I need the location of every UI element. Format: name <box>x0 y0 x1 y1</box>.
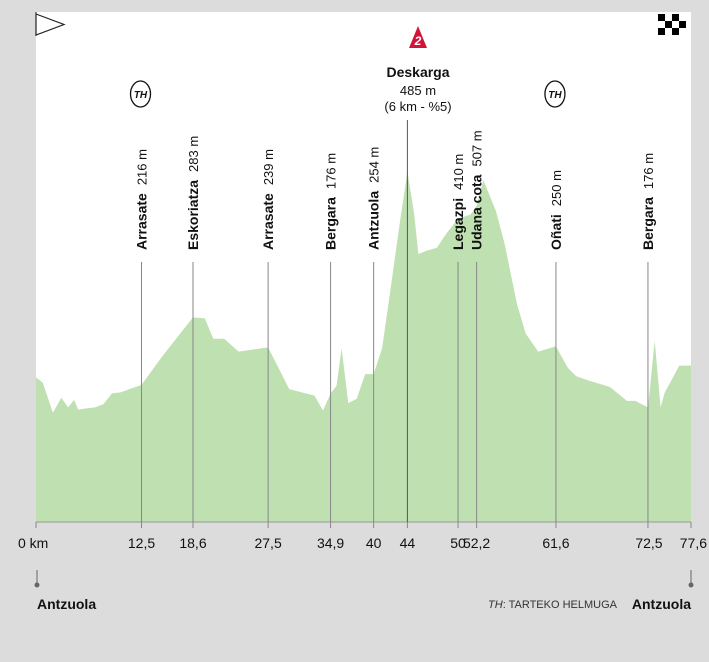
waypoint-altitude: 239 m <box>261 149 277 186</box>
distance-tick-label: 77,6 <box>679 535 707 551</box>
distance-tick-label: 18,6 <box>179 535 207 551</box>
climb-detail: (6 km - %5) <box>384 99 452 114</box>
checkered-square <box>665 21 672 28</box>
waypoint-label <box>134 149 150 250</box>
distance-tick-label: 50 <box>450 535 466 551</box>
distance-tick-label: 44 <box>399 535 416 551</box>
checkered-square <box>672 28 679 35</box>
checkered-square <box>658 14 665 21</box>
waypoint-text <box>134 149 150 250</box>
waypoint-text <box>185 136 201 250</box>
waypoint-text <box>450 154 466 250</box>
waypoint-altitude: 507 m <box>469 130 485 167</box>
waypoint-label <box>469 130 485 250</box>
waypoint-name: Udana cota <box>468 174 485 250</box>
waypoint-altitude: 410 m <box>451 153 466 190</box>
waypoint-label <box>185 136 201 250</box>
th-badge-icon <box>131 81 151 107</box>
checkered-square <box>665 14 672 21</box>
waypoint-altitude: 254 m <box>366 146 382 183</box>
th-badge-text: TH <box>548 90 562 101</box>
checkered-square <box>658 21 665 28</box>
waypoint-name: Legazpi <box>450 197 466 250</box>
footnote <box>488 599 618 611</box>
climb-altitude: 485 m <box>399 83 437 98</box>
waypoint-altitude: 176 m <box>323 152 339 190</box>
distance-tick-label: 34,9 <box>316 535 345 551</box>
checkered-square <box>665 28 672 35</box>
checkered-square <box>679 21 686 28</box>
waypoint-altitude: 216 m <box>134 149 150 186</box>
waypoint-text <box>640 153 656 250</box>
waypoint-name: Arrasate <box>260 193 277 250</box>
waypoint-name: Arrasate <box>133 193 150 250</box>
checkered-square <box>679 28 686 35</box>
checkered-flag-icon <box>658 14 686 35</box>
finish-place: Antzuola <box>631 596 691 612</box>
distance-tick-label: 72,5 <box>635 535 663 551</box>
distance-tick-label: 0 km <box>18 535 49 551</box>
distance-tick-label: 27,5 <box>254 535 282 551</box>
waypoint-name: Bergara <box>640 197 656 250</box>
waypoint-name: Antzuola <box>365 190 382 250</box>
climb-category: 2 <box>414 34 422 48</box>
checkered-square <box>679 14 686 21</box>
waypoint-altitude: 250 m <box>548 170 564 207</box>
waypoint-text <box>260 149 276 250</box>
waypoint-altitude: 283 m <box>186 135 201 172</box>
waypoint-altitude: 176 m <box>641 152 656 190</box>
footnote-abbr: TH <box>488 599 503 611</box>
waypoint-text <box>469 130 485 250</box>
distance-tick-label: 40 <box>365 535 382 551</box>
checkered-square <box>672 21 679 28</box>
waypoint-name: Oñati <box>547 214 564 250</box>
distance-tick-label: 52,2 <box>462 535 491 551</box>
th-badge-icon <box>545 81 565 107</box>
waypoint-name: Eskoriatza <box>185 179 201 250</box>
distance-tick-label: 12,5 <box>127 535 156 551</box>
waypoint-label <box>366 147 382 250</box>
waypoint-name: Bergara <box>322 197 339 250</box>
waypoint-label <box>640 153 656 250</box>
distance-tick-label: 61,6 <box>542 535 570 551</box>
waypoint-label <box>260 149 276 250</box>
waypoint-text <box>323 153 339 250</box>
th-badge-text: TH <box>133 90 148 101</box>
footnote-text: : TARTEKO HELMUGA <box>502 599 617 611</box>
waypoint-label <box>450 154 466 250</box>
start-place: Antzuola <box>37 596 97 612</box>
checkered-square <box>658 28 665 35</box>
checkered-square <box>672 14 679 21</box>
climb-name: Deskarga <box>386 64 450 80</box>
waypoint-label <box>323 153 339 250</box>
waypoint-text <box>366 147 382 250</box>
